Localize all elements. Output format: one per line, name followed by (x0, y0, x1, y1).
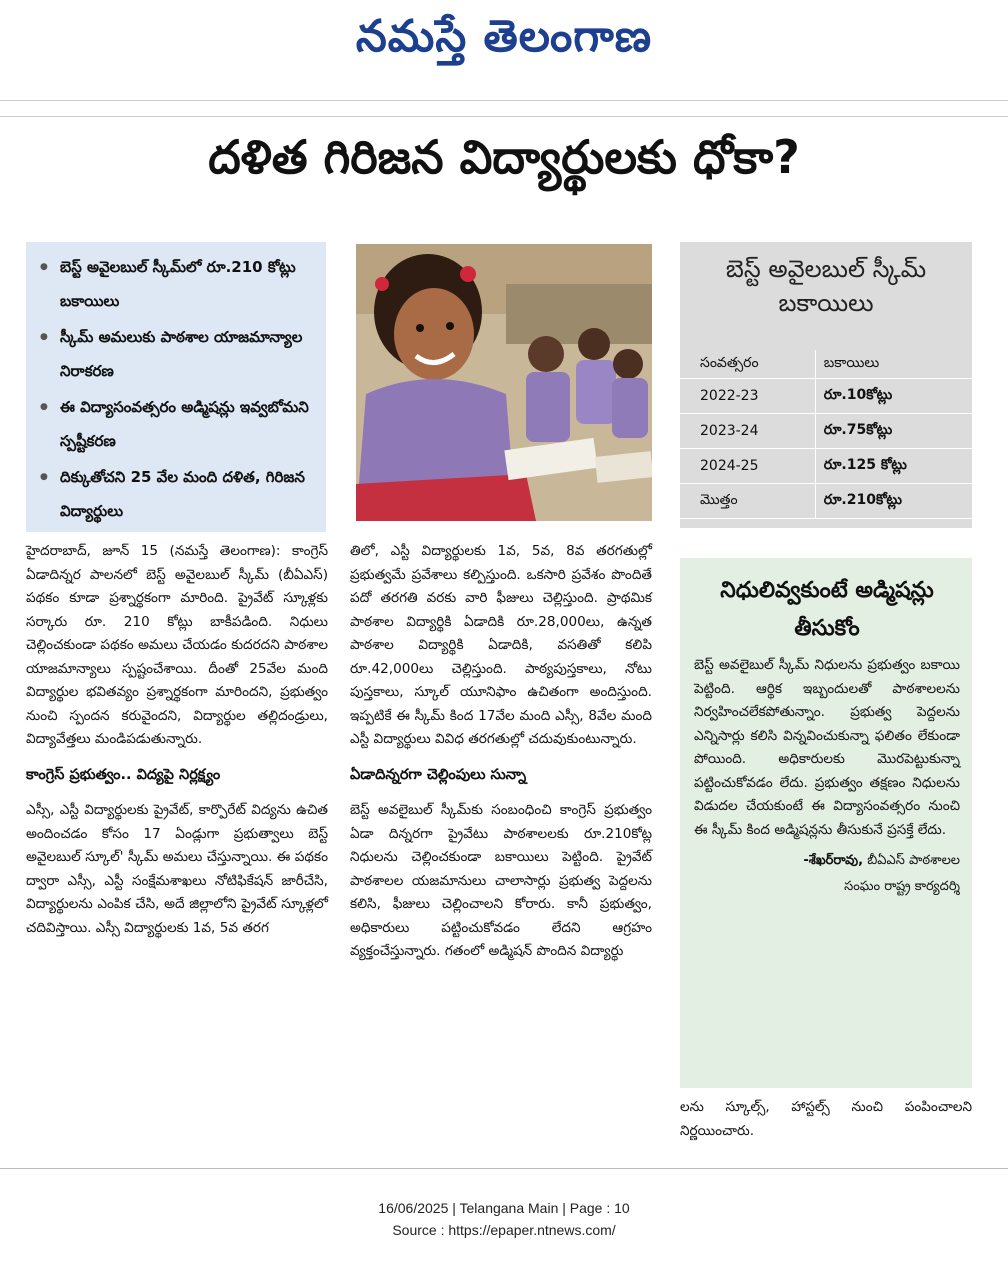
article-column-2 (350, 540, 652, 964)
article-subheading: కాంగ్రెస్ ప్రభుత్వం.. విద్యపై నిర్లక్ష్యం (26, 766, 221, 783)
table-row (680, 379, 972, 414)
table-row (680, 414, 972, 449)
article-column-1 (26, 540, 328, 940)
highlight-item: ● ఈ విద్యాసంవత్సరం అడ్మిషన్లు ఇవ్వబోమని స్పష్టీకరణ (40, 390, 316, 458)
article-paragraph: ఎస్సీ, ఎస్టీ విద్యార్థులకు ప్రైవేట్, కార్పొరేట్ విద్యను ఉచిత అందించడం కోసం 17 ఏండ్లుగా ప్రభుత్వాలు బెస్ట్ అవైలబుల్ స్కూల్' స్కీమ్ అమలు చేస్తున్నాయి. ఈ పథకం ద్వారా ఎస్సీ, ఎస్టీ సంక్షేమశాఖలు నోటిఫికేషన్ జారీచేసి, విద్యార్థులను ఎంపిక చేసి, అదే జిల్లాలోని ప్రైవేట్ స్కూళ్లలో చదివిస్తాయి. ఎస్సీ విద్యార్థులకు 1వ, 5వ తరగ (26, 802, 328, 936)
signature-role: బీఏఎస్ పాఠశాలల (867, 853, 960, 868)
article-column-3 (680, 1096, 972, 1143)
column-header-dues: బకాయిలు (815, 350, 972, 379)
table-row (680, 449, 972, 484)
masthead (0, 0, 1008, 84)
table-row-total (680, 484, 972, 519)
article-paragraph: లను స్కూల్స్, హాస్టల్స్ నుంచి పంపించాలని నిర్ణయించారు. (680, 1099, 972, 1139)
masthead-rule (0, 100, 1008, 101)
students-photo (356, 244, 652, 521)
year-cell: మొత్తం (680, 484, 815, 519)
amount-cell: రూ.10కోట్లు (815, 379, 972, 414)
dues-table-title: బెస్ట్ అవైలబుల్ స్కీమ్ బకాయిలు (725, 255, 927, 317)
quote-box (680, 558, 972, 1088)
highlights-box (26, 242, 326, 532)
article-paragraph: తిలో, ఎస్టీ విద్యార్థులకు 1వ, 5వ, 8వ తరగతుల్లో ప్రభుత్వమే ప్రవేశాలు కల్పిస్తుంది. ఒకసారి ప్రవేశం పొందితే పదో తరగతి వరకు వారి ఫీజులు చెల్లిస్తుంది. ప్రాథమిక పాఠశాల విద్యార్థికి ఏడాదికి రూ.28,000లు, ఉన్నత పాఠశాల విద్యార్థికి ఏడాదికి, వసతితో కలిపి రూ.42,000లు చెల్లిస్తుంది. పాఠ్యపుస్తకాలు, నోటు పుస్తకాలు, స్కూల్ యూనిఫాం ఉచితంగా అందిస్తుంది. ఇప్పటికే ఈ స్కీమ్ కింద 17వేల మంది ఎస్సీ, 8వేల మంది ఎస్టీ విద్యార్థులు వివిధ తరగతుల్లో చదువుకుంటున్నారు. (350, 543, 652, 747)
masthead-rule-lower (0, 116, 1008, 117)
table-header-row (680, 350, 972, 379)
footer-date-line: 16/06/2025 | Telangana Main | Page : 10 (378, 1200, 630, 1216)
amount-cell: రూ.125 కోట్లు (815, 449, 972, 484)
highlight-item: ● బెస్ట్ అవైలబుల్ స్కీమ్‌లో రూ.210 కోట్లు బకాయిలు (40, 250, 316, 318)
dues-table (680, 350, 972, 519)
year-cell: 2024-25 (680, 449, 815, 484)
headline: దళిత గిరిజన విద్యార్థులకు ధోకా? (208, 130, 800, 184)
signature-role: సంఘం రాష్ట్ర కార్యదర్శి (844, 879, 960, 894)
amount-cell: రూ.210కోట్లు (815, 484, 972, 519)
year-cell: 2022-23 (680, 379, 815, 414)
article-paragraph: హైదరాబాద్, జూన్ 15 (నమస్తే తెలంగాణ): కాంగ్రెస్ ఏడాదిన్నర పాలనలో బెస్ట్ అవైలబుల్ స్కీమ్ (బీఏఎస్) పథకం కూడా ప్రశ్నార్థకంగా మారింది. ప్రైవేట్ స్కూళ్లకు సర్కారు రూ. 210 కోట్లు బాకీపడింది. నిధులు చెల్లించకుండా పథకం అమలు చేయడం కుదరదని పాఠశాల యాజమాన్యాలు స్పష్టంచేశాయి. దీంతో 25వేల మంది విద్యార్థుల భవితవ్యం ప్రశ్నార్థకంగా మారిందని, ప్రభుత్వం నుంచి స్పందన కరువైందని, విద్యార్థుల తల్లిదండ్రులు, విద్యావేత్తలు మండిపడుతున్నారు. (26, 543, 328, 747)
quote-body: బెస్ట్ అవలైబుల్ స్కీమ్ నిధులను ప్రభుత్వం బకాయి పెట్టింది. ఆర్థిక ఇబ్బందులతో పాఠశాలలను నిర్వహించలేకపోతున్నాం. ప్రభుత్వ పెద్దలను ఎన్నిసార్లు కలిసి విన్నవించుకున్నా ఫలితం లేకుండా పోయింది. అధికారులకు మొరపెట్టుకున్నా పట్టించుకోవడం లేదు. ప్రభుత్వం తక్షణం నిధులను విడుదల చేయకుంటే ఈ విద్యాసంవత్సరం నుంచి ఈ స్కీమ్ కింద అడ్మిషన్లను తీసుకునే ప్రసక్తే లేదు. (694, 657, 960, 838)
year-cell: 2023-24 (680, 414, 815, 449)
quote-signature (694, 848, 960, 900)
signature-name: -శేఖర్‌రావు, (803, 853, 864, 868)
footer-rule (0, 1168, 1008, 1169)
article-paragraph: బెస్ట్ అవలైబుల్ స్కీమ్‌కు సంబంధించి కాంగ్రెస్ ప్రభుత్వం ఏడా దిన్నరగా ప్రైవేటు పాఠశాలలకు రూ.210కోట్ల నిధులను చెల్లించకుండా బకాయిలు పెట్టింది. ప్రైవేట్ పాఠశాలల యజమానులు చాలాసార్లు ప్రభుత్వ పెద్దలను కలిసి, ఫీజులు చెల్లించాలని కోరారు. కానీ ప్రభుత్వం, అధికారులు పట్టించుకోవడం లేదని ఆగ్రహం వ్యక్తంచేస్తున్నారు. గతంలో అడ్మిషన్ పొందిన విద్యార్థు (350, 802, 652, 959)
quote-heading: నిధులివ్వకుంటే అడ్మిషన్లు తీసుకోం (720, 578, 934, 641)
amount-cell: రూ.75కోట్లు (815, 414, 972, 449)
highlight-item: ● స్కీమ్ అమలుకు పాఠశాల యాజమాన్యాల నిరాకరణ (40, 320, 316, 388)
dues-table-box (680, 242, 972, 528)
footer-source-line: Source : https://epaper.ntnews.com/ (392, 1222, 616, 1238)
column-header-year: సంవత్సరం (680, 350, 815, 379)
article-subheading: ఏడాదిన్నరగా చెల్లింపులు సున్నా (350, 766, 527, 783)
highlight-item: ● దిక్కుతోచని 25 వేల మంది దళిత, గిరిజన విద్యార్థులు (40, 460, 316, 528)
newspaper-logo: నమస్తే తెలంగాణ (355, 11, 653, 62)
